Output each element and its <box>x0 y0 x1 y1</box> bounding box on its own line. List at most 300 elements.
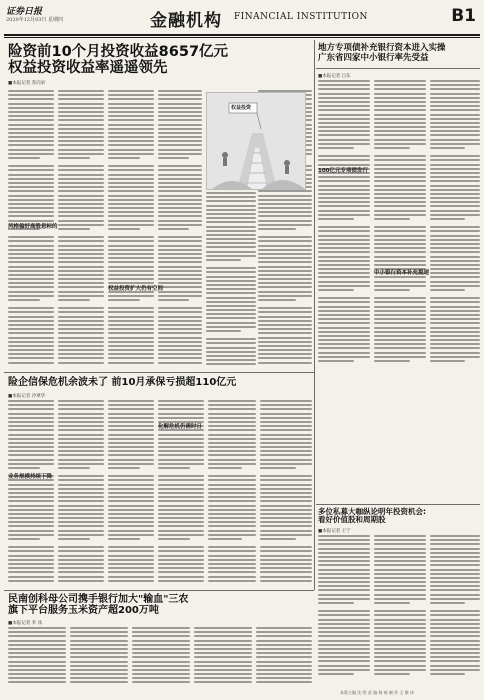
text-line <box>260 484 312 486</box>
text-line <box>8 446 54 448</box>
text-line <box>208 576 256 578</box>
text-line <box>58 438 104 440</box>
text-line <box>208 425 256 427</box>
text-line <box>58 136 104 138</box>
text-line <box>58 266 104 268</box>
text-line <box>58 215 104 217</box>
text-line <box>108 513 154 515</box>
text-line <box>260 525 312 527</box>
text-line <box>374 285 426 287</box>
text-line <box>318 598 370 600</box>
text-line <box>260 467 296 469</box>
text-line <box>70 652 128 654</box>
text-line <box>158 559 204 561</box>
text-line <box>158 261 202 263</box>
text-line <box>206 288 256 290</box>
article-4-col-1 <box>318 535 370 685</box>
text-line <box>8 661 66 663</box>
text-line <box>58 408 104 410</box>
text-line <box>58 165 104 167</box>
text-line <box>194 673 252 675</box>
text-line <box>208 484 256 486</box>
text-line <box>258 349 312 351</box>
text-line <box>374 155 426 157</box>
article-5-col-5 <box>256 627 312 689</box>
text-line <box>8 94 54 96</box>
masthead-rule-thin <box>4 37 480 38</box>
text-line <box>258 224 312 226</box>
text-line <box>108 320 154 322</box>
text-line <box>430 176 480 178</box>
text-line <box>206 234 256 236</box>
text-line <box>318 314 370 316</box>
text-line <box>158 450 204 452</box>
text-line <box>318 669 370 671</box>
text-line <box>260 442 312 444</box>
text-line <box>258 291 312 293</box>
text-line <box>430 164 480 166</box>
text-line <box>158 111 202 113</box>
text-line <box>318 118 370 120</box>
text-line <box>58 324 104 326</box>
text-line <box>260 454 312 456</box>
article-3-col-2 <box>58 400 104 588</box>
text-line <box>260 425 312 427</box>
text-line <box>374 256 426 258</box>
text-line <box>374 185 426 187</box>
text-line <box>258 345 312 347</box>
text-line <box>108 186 154 188</box>
text-line <box>108 115 154 117</box>
article-3-col-6 <box>260 400 312 588</box>
text-line <box>318 539 370 541</box>
text-line <box>318 589 370 591</box>
text-line <box>430 256 480 258</box>
text-line <box>208 488 256 490</box>
text-line <box>208 500 256 502</box>
text-line <box>256 652 312 654</box>
text-line <box>318 197 370 199</box>
text-line <box>260 488 312 490</box>
text-line <box>158 211 202 213</box>
text-line <box>430 109 480 111</box>
text-line <box>8 404 54 406</box>
text-line <box>318 176 370 178</box>
text-line <box>8 550 54 552</box>
text-line <box>318 210 370 212</box>
text-line <box>8 563 54 565</box>
text-line <box>260 479 312 481</box>
text-line <box>8 635 66 637</box>
text-line <box>8 124 54 126</box>
text-line <box>58 228 90 230</box>
text-line <box>430 88 480 90</box>
text-line <box>108 341 154 343</box>
text-line <box>206 305 256 307</box>
text-line <box>318 214 370 216</box>
text-line <box>430 640 480 642</box>
text-line <box>208 571 256 573</box>
text-line <box>374 360 410 362</box>
text-line <box>318 239 370 241</box>
text-line <box>58 413 104 415</box>
text-line <box>8 425 54 427</box>
text-line <box>58 555 104 557</box>
text-line <box>58 521 104 523</box>
text-line <box>206 200 256 202</box>
text-line <box>430 84 480 86</box>
text-line <box>430 214 480 216</box>
text-line <box>8 677 66 679</box>
text-line <box>430 197 480 199</box>
text-line <box>208 580 256 582</box>
text-line <box>430 581 480 583</box>
text-line <box>158 157 189 159</box>
text-line <box>108 190 154 192</box>
text-line <box>256 673 312 675</box>
text-line <box>258 190 312 192</box>
text-line <box>374 548 426 550</box>
text-line <box>8 90 54 92</box>
text-line <box>108 90 154 92</box>
text-line <box>58 199 104 201</box>
text-line <box>8 274 54 276</box>
text-line <box>194 681 252 683</box>
text-line <box>206 297 256 299</box>
text-line <box>158 249 202 251</box>
text-line <box>58 442 104 444</box>
text-line <box>260 559 312 561</box>
text-line <box>8 345 54 347</box>
text-line <box>108 157 140 159</box>
text-line <box>8 488 54 490</box>
text-line <box>58 132 104 134</box>
text-line <box>158 328 202 330</box>
text-line <box>258 220 312 222</box>
text-line <box>430 594 480 596</box>
text-line <box>70 631 128 633</box>
text-line <box>108 413 154 415</box>
text-line <box>158 136 202 138</box>
text-line <box>318 109 370 111</box>
text-line <box>260 496 312 498</box>
text-line <box>374 243 426 245</box>
text-line <box>206 326 256 328</box>
text-line <box>108 153 154 155</box>
text-line <box>318 114 370 116</box>
text-line <box>318 285 370 287</box>
text-line <box>260 492 312 494</box>
text-line <box>8 278 54 280</box>
text-line <box>318 343 370 345</box>
text-line <box>8 203 54 205</box>
text-line <box>206 196 256 198</box>
text-line <box>318 352 370 354</box>
text-line <box>430 360 465 362</box>
text-line <box>430 619 480 621</box>
text-line <box>8 174 54 176</box>
text-line <box>8 571 54 573</box>
text-line <box>258 282 312 284</box>
text-line <box>108 417 154 419</box>
text-line <box>58 567 104 569</box>
text-line <box>108 550 154 552</box>
text-line <box>8 353 54 355</box>
article-5-col-1 <box>8 627 66 689</box>
text-line <box>430 669 480 671</box>
article-2-subhead-2: 中小银行资本补充提速 <box>374 270 430 276</box>
text-line <box>132 669 190 671</box>
text-line <box>108 220 154 222</box>
text-line <box>70 673 128 675</box>
section-divider <box>316 504 480 505</box>
text-line <box>206 246 256 248</box>
text-line <box>108 266 154 268</box>
text-line <box>208 513 256 515</box>
text-line <box>158 475 204 477</box>
text-line <box>318 585 370 587</box>
text-line <box>70 681 128 683</box>
text-line <box>318 143 370 145</box>
text-line <box>8 362 54 364</box>
text-line <box>70 648 128 650</box>
text-line <box>430 172 480 174</box>
text-line <box>258 341 312 343</box>
article-2-col-3 <box>430 80 480 370</box>
text-line <box>8 316 54 318</box>
text-line <box>374 218 410 220</box>
text-line <box>70 635 128 637</box>
text-line <box>430 105 480 107</box>
text-line <box>158 400 204 402</box>
text-line <box>208 555 256 557</box>
text-line <box>108 484 154 486</box>
text-line <box>108 400 154 402</box>
text-line <box>8 546 54 548</box>
text-line <box>208 467 242 469</box>
text-line <box>8 559 54 561</box>
text-line <box>318 247 370 249</box>
text-line <box>374 105 426 107</box>
text-line <box>108 349 154 351</box>
text-line <box>260 534 312 536</box>
text-line <box>132 681 190 683</box>
text-line <box>318 631 370 633</box>
text-line <box>58 157 90 159</box>
text-line <box>206 251 256 253</box>
text-line <box>58 357 104 359</box>
text-line <box>208 479 256 481</box>
text-line <box>374 585 426 587</box>
text-line <box>374 539 426 541</box>
text-line <box>58 400 104 402</box>
text-line <box>8 517 54 519</box>
text-line <box>58 111 104 113</box>
article-1-col-4 <box>158 90 202 370</box>
text-line <box>374 147 410 149</box>
text-line <box>374 159 426 161</box>
text-line <box>8 236 54 238</box>
text-line <box>260 546 312 548</box>
text-line <box>430 627 480 629</box>
text-line <box>374 352 426 354</box>
text-line <box>194 656 252 658</box>
text-line <box>158 153 202 155</box>
text-line <box>8 500 54 502</box>
text-line <box>8 442 54 444</box>
text-line <box>318 619 370 621</box>
text-line <box>158 467 190 469</box>
text-line <box>260 417 312 419</box>
text-line <box>374 623 426 625</box>
text-line <box>58 404 104 406</box>
text-line <box>430 180 480 182</box>
text-line <box>108 169 154 171</box>
text-line <box>318 230 370 232</box>
text-line <box>58 563 104 565</box>
article-1-col-3 <box>108 90 154 370</box>
text-line <box>258 249 312 251</box>
text-line <box>158 349 202 351</box>
text-line <box>8 450 54 452</box>
text-line <box>58 240 104 242</box>
text-line <box>318 272 370 274</box>
text-line <box>158 438 204 440</box>
text-line <box>8 492 54 494</box>
text-line <box>108 525 154 527</box>
text-line <box>108 538 140 540</box>
text-line <box>206 322 256 324</box>
text-line <box>8 144 54 146</box>
text-line <box>318 139 370 141</box>
text-line <box>374 631 426 633</box>
text-line <box>318 535 370 537</box>
text-line <box>258 261 312 263</box>
text-line <box>318 97 370 99</box>
text-line <box>158 257 202 259</box>
text-line <box>8 328 54 330</box>
text-line <box>8 648 66 650</box>
text-line <box>260 576 312 578</box>
text-line <box>318 268 370 270</box>
text-line <box>430 281 480 283</box>
article-3-col-1 <box>8 400 54 588</box>
text-line <box>318 251 370 253</box>
text-line <box>260 463 312 465</box>
text-line <box>8 324 54 326</box>
text-line <box>430 635 480 637</box>
text-line <box>158 484 204 486</box>
text-line <box>158 534 204 536</box>
paragraph-gap <box>374 364 426 368</box>
text-line <box>58 463 104 465</box>
text-line <box>158 266 202 268</box>
text-line <box>430 264 480 266</box>
text-line <box>260 475 312 477</box>
text-line <box>374 331 426 333</box>
text-line <box>430 301 480 303</box>
text-line <box>132 677 190 679</box>
text-line <box>58 174 104 176</box>
text-line <box>58 211 104 213</box>
text-line <box>318 318 370 320</box>
text-line <box>318 180 370 182</box>
section-title-en: FINANCIAL INSTITUTION <box>234 12 368 22</box>
text-line <box>8 463 54 465</box>
text-line <box>318 360 354 362</box>
text-line <box>158 144 202 146</box>
text-line <box>258 257 312 259</box>
text-line <box>374 673 410 675</box>
text-line <box>58 525 104 527</box>
text-line <box>206 213 256 215</box>
text-line <box>430 247 480 249</box>
text-line <box>194 648 252 650</box>
text-line <box>158 567 204 569</box>
text-line <box>8 337 54 339</box>
text-line <box>256 648 312 650</box>
text-line <box>374 139 426 141</box>
text-line <box>58 496 104 498</box>
text-line <box>8 295 54 297</box>
text-line <box>374 247 426 249</box>
text-line <box>158 278 202 280</box>
paragraph-gap <box>430 677 480 681</box>
text-line <box>430 201 480 203</box>
text-line <box>108 534 154 536</box>
text-line <box>374 251 426 253</box>
text-line <box>58 119 104 121</box>
text-line <box>430 97 480 99</box>
text-line <box>158 240 202 242</box>
text-line <box>58 421 104 423</box>
text-line <box>206 230 256 232</box>
text-line <box>374 564 426 566</box>
text-line <box>430 130 480 132</box>
text-line <box>70 661 128 663</box>
text-line <box>318 155 370 157</box>
text-line <box>58 224 104 226</box>
text-line <box>256 627 312 629</box>
text-line <box>374 635 426 637</box>
text-line <box>258 286 312 288</box>
text-line <box>194 652 252 654</box>
text-line <box>260 530 312 532</box>
text-line <box>58 546 104 548</box>
text-line <box>58 475 104 477</box>
text-line <box>194 644 252 646</box>
text-line <box>8 669 66 671</box>
text-line <box>256 669 312 671</box>
text-line <box>208 538 242 540</box>
text-line <box>258 357 312 359</box>
paragraph-gap <box>318 364 370 368</box>
article-3-col-3 <box>108 400 154 588</box>
text-line <box>8 291 54 293</box>
text-line <box>208 434 256 436</box>
text-line <box>108 136 154 138</box>
text-line <box>158 337 202 339</box>
text-line <box>108 149 154 151</box>
text-line <box>430 159 480 161</box>
text-line <box>8 211 54 213</box>
text-line <box>108 425 154 427</box>
text-line <box>374 556 426 558</box>
text-line <box>430 118 480 120</box>
article-1-subhead-1: 风格偏好高股息标的 <box>8 224 58 230</box>
text-line <box>8 681 66 683</box>
text-line <box>132 640 190 642</box>
